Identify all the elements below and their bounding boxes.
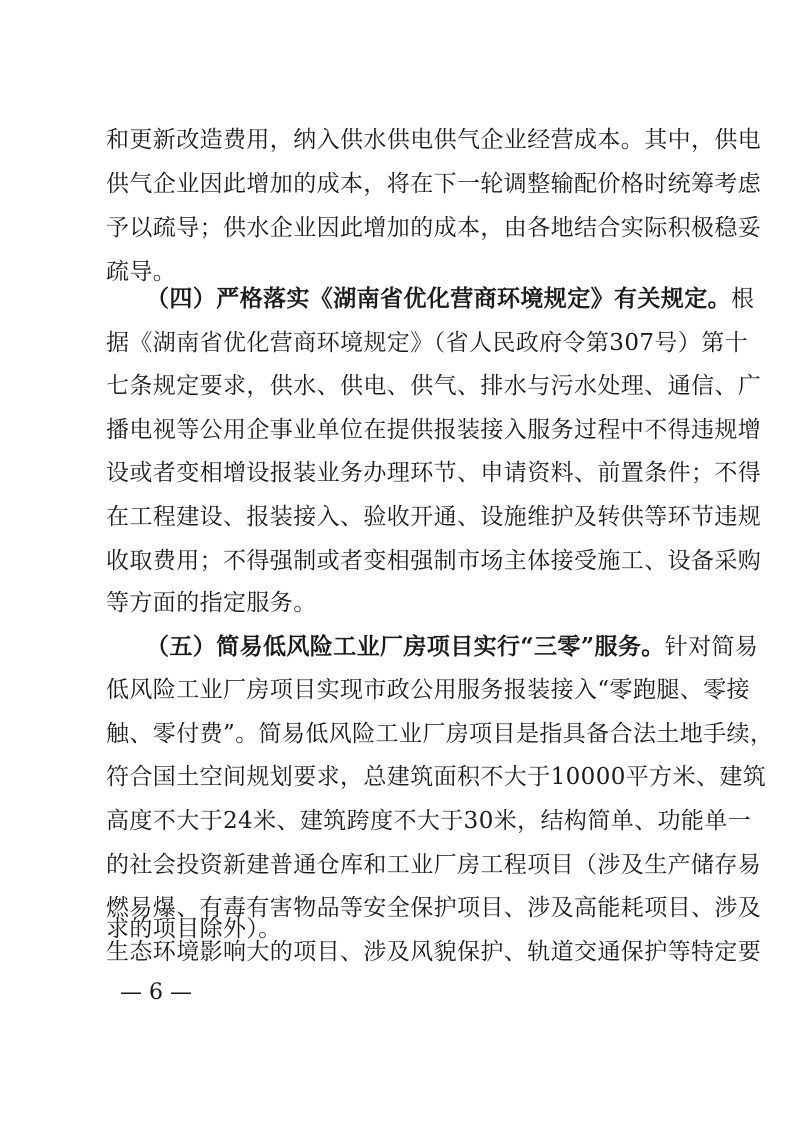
section-heading: （五）简易低风险工业厂房项目实行“三零”服务。 <box>146 633 665 660</box>
section-heading: （四）严格落实《湖南省优化营商环境规定》有关规定。 <box>146 285 731 312</box>
paragraph-line: 燃易爆、有毒有害物品等安全保护项目、涉及高能耗项目、涉及 <box>106 895 762 921</box>
section-heading-line <box>146 284 755 314</box>
paragraph-line: 生态环境影响大的项目、涉及风貌保护、轨道交通保护等特定要 <box>106 939 762 965</box>
paragraph-line: 和更新改造费用，纳入供水供电供气企业经营成本。其中，供电 <box>106 127 762 153</box>
paragraph-line: 据《湖南省优化营商环境规定》（省人民政府令第307号）第十 <box>106 330 748 356</box>
paragraph-line: 低风险工业厂房项目实现市政公用服务报装接入“零跑腿、零接 <box>106 677 750 703</box>
paragraph-line: 在工程建设、报装接入、验收开通、设施维护及转供等环节违规 <box>106 504 762 530</box>
section-heading-line <box>146 632 759 662</box>
paragraph-line: 触、零付费”。简易低风险工业厂房项目是指具备合法土地手续， <box>106 721 774 747</box>
section-text: 根 <box>731 286 755 312</box>
paragraph-line: 供气企业因此增加的成本，将在下一轮调整输配价格时统筹考虑 <box>106 171 762 197</box>
paragraph-line: 高度不大于24米、建筑跨度不大于30米，结构简单、功能单一 <box>106 808 752 834</box>
paragraph-line: 疏导。 <box>106 259 177 285</box>
page-number: — 6 — <box>120 980 192 1005</box>
paragraph-line: 收取费用；不得强制或者变相强制市场主体接受施工、设备采购 <box>106 548 762 574</box>
paragraph-line: 等方面的指定服务。 <box>106 590 317 616</box>
paragraph-line: 予以疏导；供水企业因此增加的成本，由各地结合实际积极稳妥 <box>106 215 762 241</box>
paragraph-line: 的社会投资新建普通仓库和工业厂房工程项目（涉及生产储存易 <box>106 852 762 878</box>
paragraph-line: 播电视等公用企事业单位在提供报装接入服务过程中不得违规增 <box>106 417 762 443</box>
paragraph-line: 符合国土空间规划要求，总建筑面积不大于10000平方米、建筑 <box>106 764 767 790</box>
paragraph-line: 求的项目除外）。 <box>106 916 282 942</box>
paragraph-line: 设或者变相增设报装业务办理环节、申请资料、前置条件；不得 <box>106 460 762 486</box>
paragraph-line: 七条规定要求，供水、供电、供气、排水与污水处理、通信、广 <box>106 373 762 399</box>
section-text: 针对简易 <box>664 634 759 660</box>
